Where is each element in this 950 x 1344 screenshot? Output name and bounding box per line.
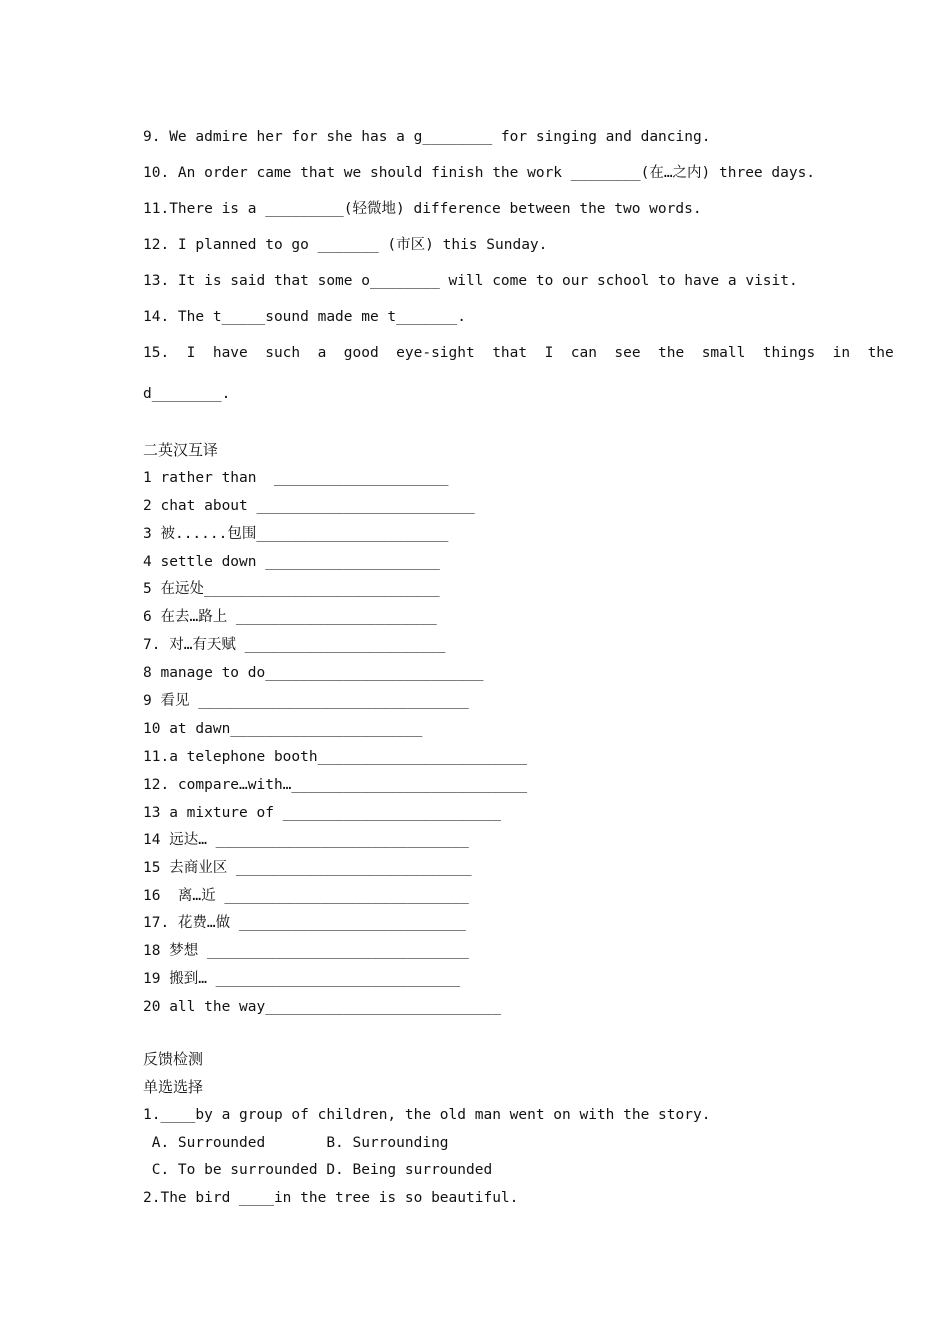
mc-question-2: 2.The bird ____in the tree is so beautiful. bbox=[143, 1190, 519, 1206]
translation-item: 11.a telephone booth________________________ bbox=[143, 749, 528, 765]
translation-item: 8 manage to do_________________________ bbox=[143, 665, 484, 681]
question-9: 9. We admire her for she has a g________ for singing and dancing. bbox=[143, 129, 711, 145]
translation-item: 12. compare…with…___________________________ bbox=[143, 777, 528, 793]
translation-item: 5 在远处___________________________ bbox=[143, 581, 440, 597]
translation-item: 17. 花费…做 __________________________ bbox=[143, 915, 466, 931]
question-13: 13. It is said that some o________ will come to our school to have a visit. bbox=[143, 273, 798, 289]
translation-item: 3 被......包围______________________ bbox=[143, 526, 449, 542]
translation-item: 10 at dawn______________________ bbox=[143, 721, 423, 737]
translation-item: 6 在去…路上 _______________________ bbox=[143, 609, 437, 625]
translation-item: 16 离…近 ____________________________ bbox=[143, 888, 469, 904]
question-14: 14. The t_____sound made me t_______. bbox=[143, 309, 467, 325]
translation-item: 15 去商业区 ___________________________ bbox=[143, 860, 472, 876]
mc-options-cd: C. To be surrounded D. Being surrounded bbox=[143, 1162, 493, 1178]
question-15-continuation: d________. bbox=[143, 386, 231, 402]
mc-options-ab: A. Surrounded B. Surrounding bbox=[143, 1135, 449, 1151]
question-10: 10. An order came that we should finish the work ________(在…之内) three days. bbox=[143, 165, 816, 181]
section-2-heading: 二英汉互译 bbox=[143, 441, 219, 459]
translation-item: 14 远达… _____________________________ bbox=[143, 832, 469, 848]
translation-item: 7. 对…有天赋 _______________________ bbox=[143, 637, 446, 653]
section-3-subheading: 单选选择 bbox=[143, 1078, 204, 1096]
translation-item: 1 rather than ____________________ bbox=[143, 470, 449, 486]
translation-item: 4 settle down ____________________ bbox=[143, 554, 440, 570]
translation-item: 19 搬到… ____________________________ bbox=[143, 971, 461, 987]
translation-item: 9 看见 _______________________________ bbox=[143, 693, 469, 709]
translation-item: 2 chat about _________________________ bbox=[143, 498, 475, 514]
question-15: 15. I have such a good eye-sight that I can see the small things in the bbox=[143, 345, 894, 361]
translation-item: 13 a mixture of _________________________ bbox=[143, 805, 501, 821]
translation-item: 18 梦想 ______________________________ bbox=[143, 943, 469, 959]
mc-question-1: 1.____by a group of children, the old man went on with the story. bbox=[143, 1107, 711, 1123]
question-11: 11.There is a _________(轻微地) difference between the two words. bbox=[143, 201, 702, 217]
question-12: 12. I planned to go _______ (市区) this Sunday. bbox=[143, 237, 548, 253]
section-3-heading: 反馈检测 bbox=[143, 1050, 204, 1068]
translation-item: 20 all the way___________________________ bbox=[143, 999, 501, 1015]
